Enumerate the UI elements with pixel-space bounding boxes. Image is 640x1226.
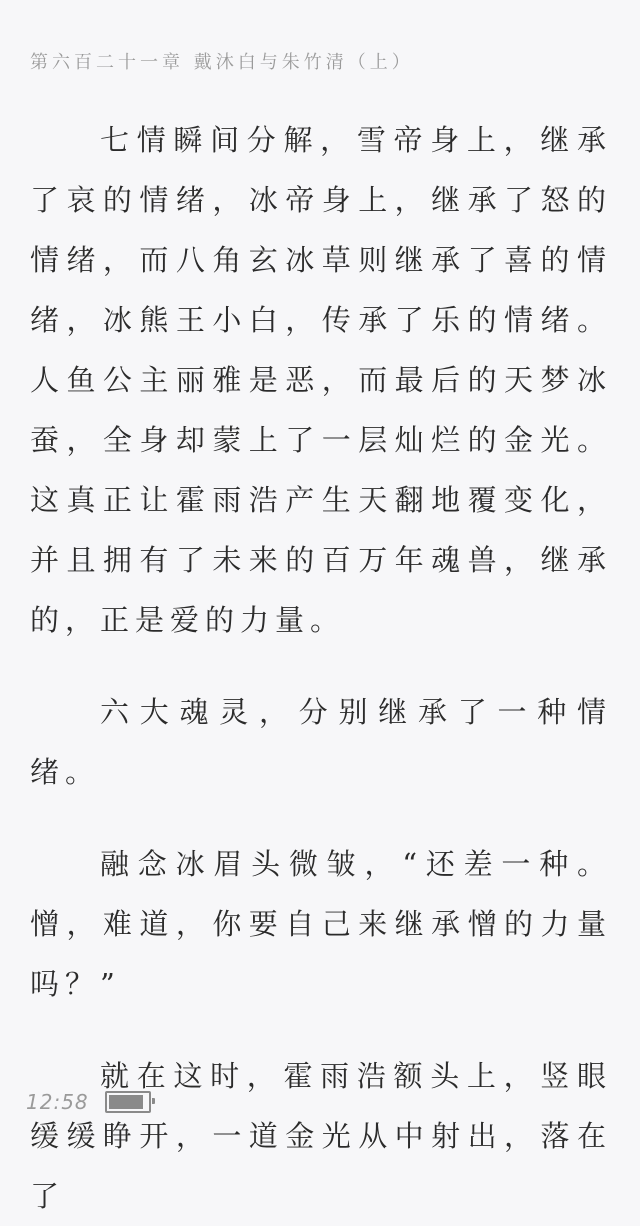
paragraph: 融念冰眉头微皱，“还差一种。憎，难道，你要自己来继承憎的力量吗？” <box>30 847 612 1001</box>
paragraph: 七情瞬间分解，雪帝身上，继承了哀的情绪，冰帝身上，继承了怒的情绪，而八角玄冰草则继承了喜的情绪，冰熊王小白，传承了乐的情绪。人鱼公主丽雅是恶，而最后的天梦冰蚕，全身却蒙上了一层灿烂的金光。这真正让霍雨浩产生天翻地覆变化，并且拥有了未来的百万年魂兽，继承的，正是爱的力量。 <box>30 123 612 637</box>
reader-status-bar <box>26 1090 151 1114</box>
paragraph: 就在这时，霍雨浩额头上，竖眼缓缓睁开，一道金光从中射出，落在了 <box>30 1059 612 1213</box>
paragraph: 六大魂灵，分别继承了一种情绪。 <box>30 695 612 789</box>
clock-time: 12:58 <box>26 1090 89 1114</box>
battery-icon <box>105 1091 151 1113</box>
battery-level-fill <box>109 1095 143 1109</box>
chapter-title: 第六百二十一章 戴沐白与朱竹清（上） <box>30 52 414 73</box>
